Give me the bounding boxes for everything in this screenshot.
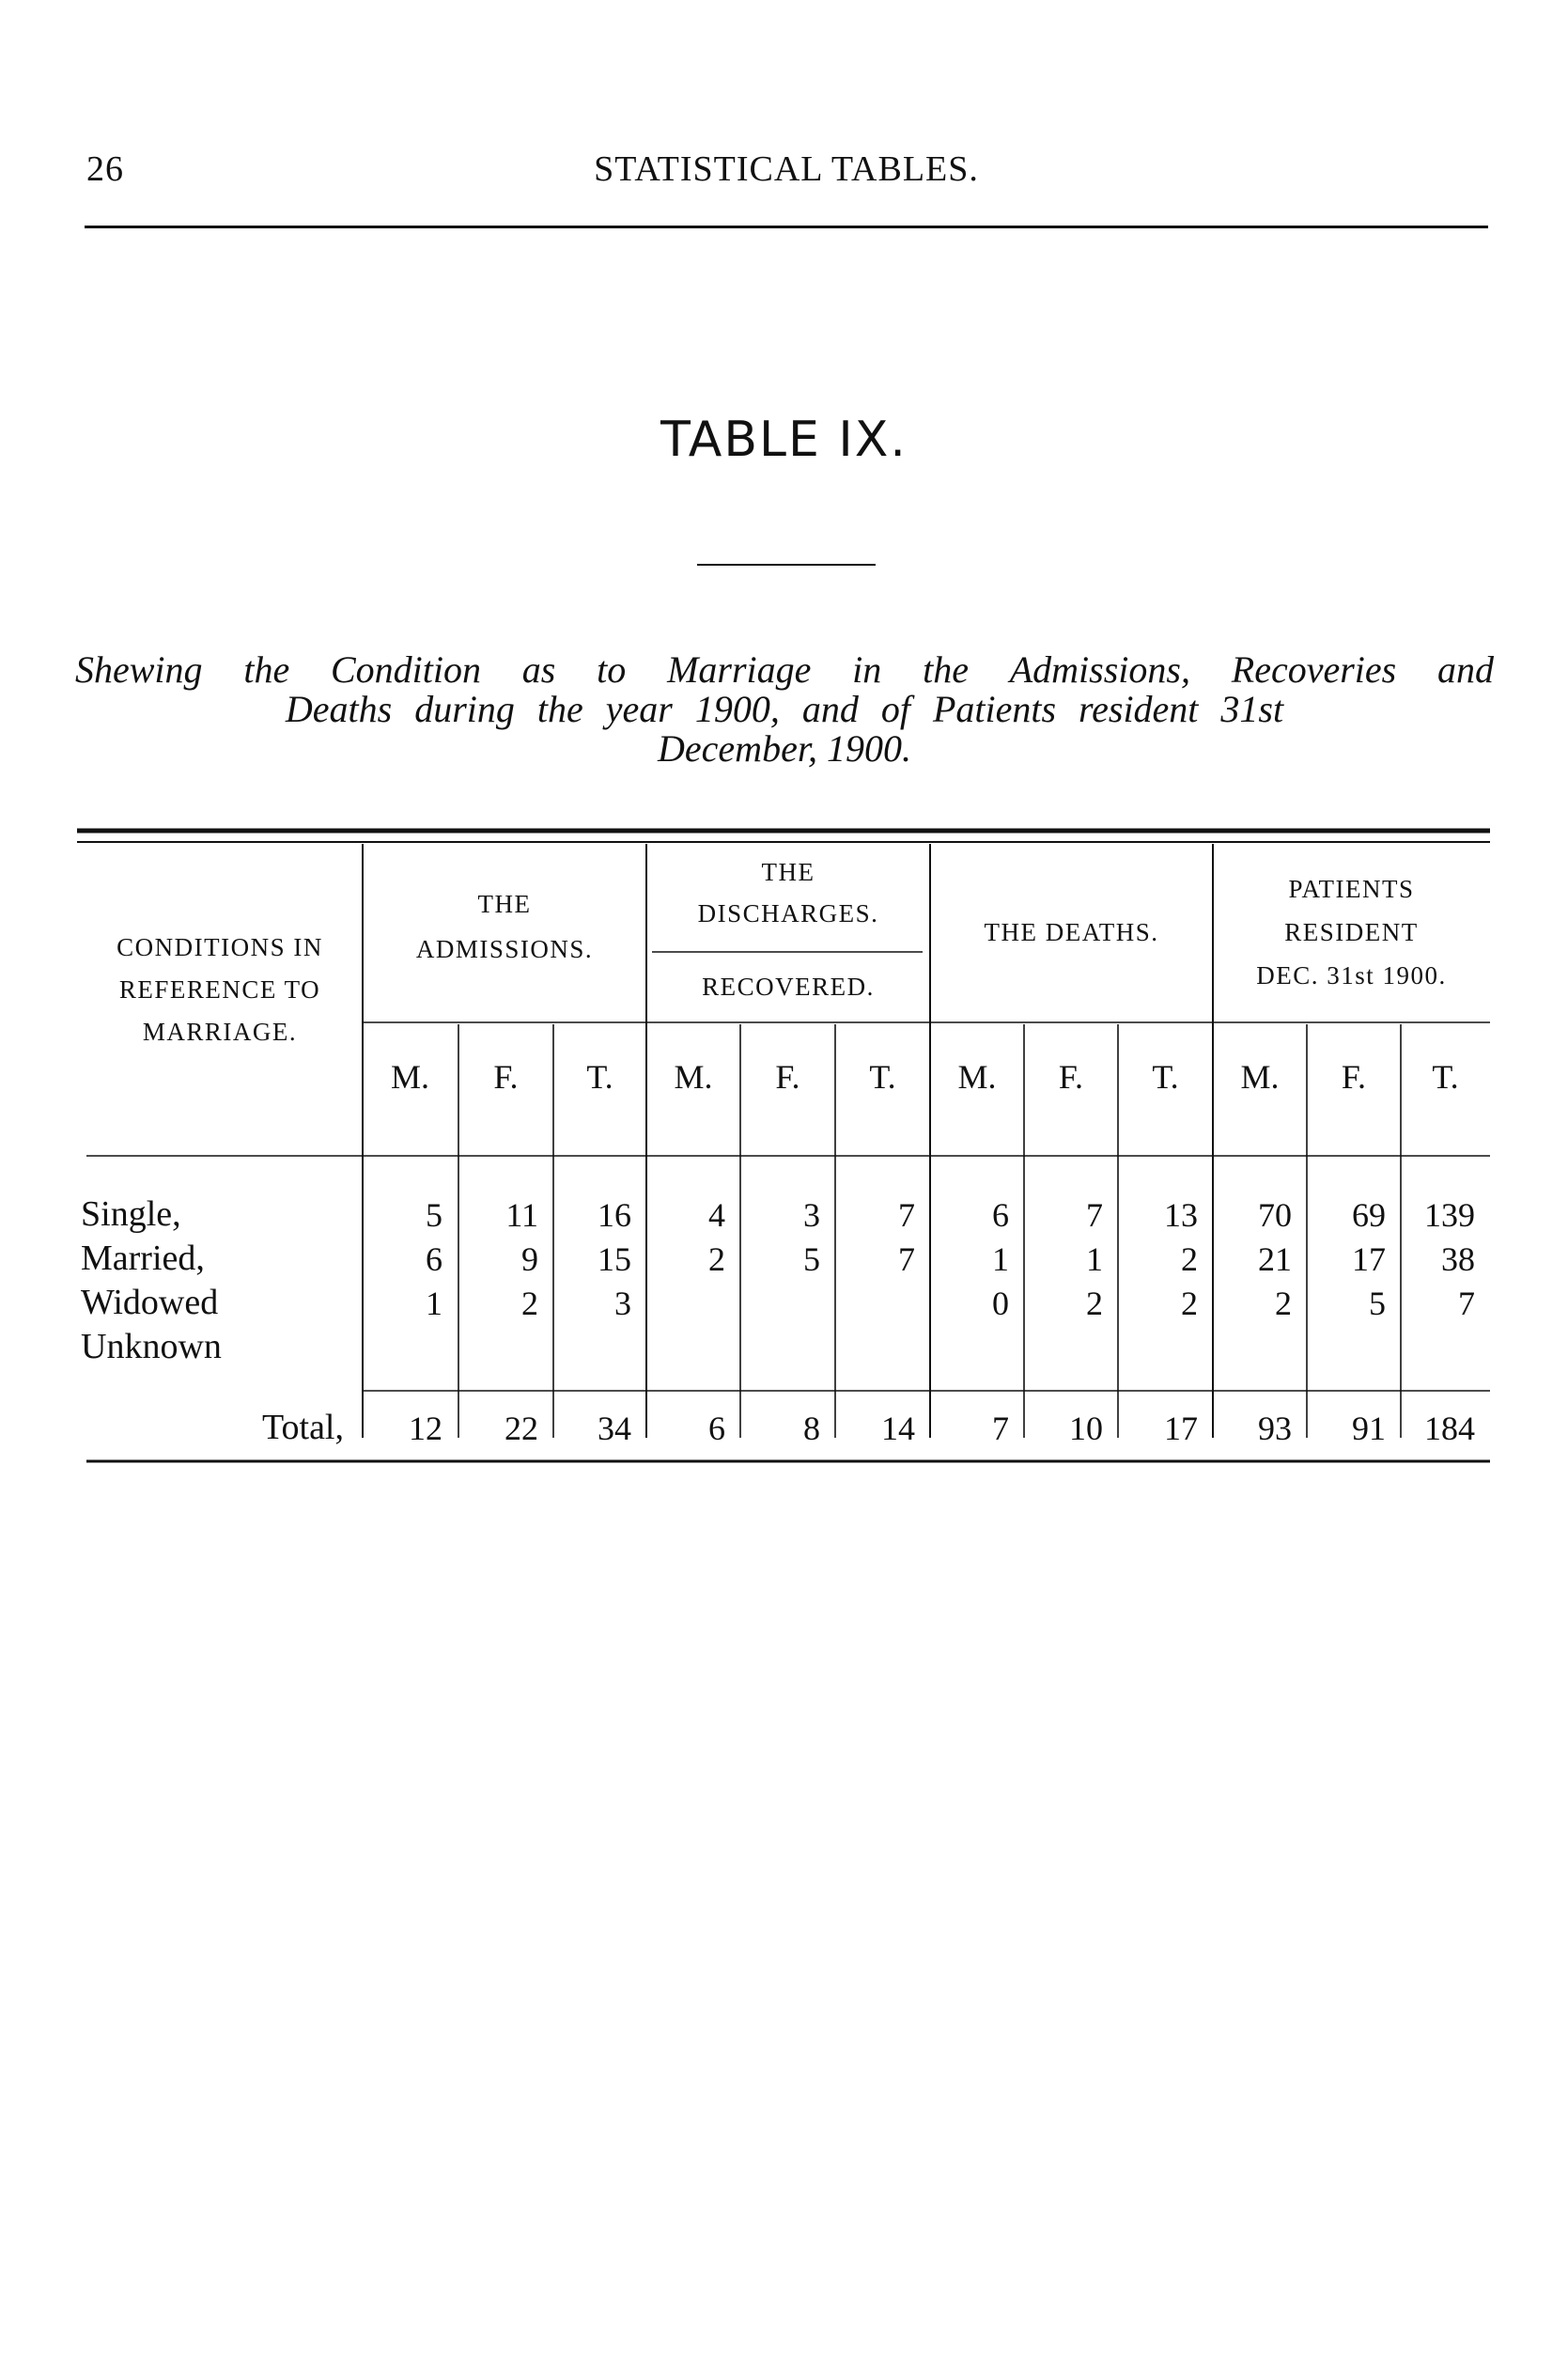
table-cell: 5	[1369, 1285, 1386, 1322]
total-cell: 17	[1164, 1410, 1198, 1447]
table-cell: 11	[505, 1196, 538, 1234]
title-rule	[697, 564, 876, 566]
table-cell: 17	[1352, 1240, 1386, 1278]
table-cell: 70	[1258, 1196, 1292, 1234]
resident-header: RESIDENT	[1284, 918, 1419, 946]
deaths-header: THE DEATHS.	[984, 918, 1159, 946]
table-cell: 139	[1424, 1196, 1475, 1234]
header-rule	[85, 226, 1488, 228]
table-cell: 38	[1441, 1240, 1475, 1278]
caption-word: Recoveries	[1231, 648, 1397, 691]
stub-header-line: REFERENCE TO	[118, 975, 321, 1004]
table-caption	[75, 650, 1494, 769]
row-label: Single,	[81, 1194, 181, 1234]
table-title: TABLE IX.	[660, 412, 908, 468]
admissions-header: THE	[477, 890, 532, 918]
table-cell: 21	[1258, 1240, 1292, 1278]
caption-word: Marriage	[667, 648, 812, 691]
caption-word: the	[243, 648, 290, 691]
table-cell: 4	[708, 1196, 725, 1234]
caption-word: as	[521, 648, 556, 691]
column-header: M.	[390, 1058, 429, 1096]
table-cell: 0	[992, 1285, 1009, 1322]
column-header: F.	[493, 1058, 519, 1096]
table-cell: 2	[1181, 1240, 1198, 1278]
caption-line-3: December, 1900.	[658, 727, 911, 770]
table-cell: 7	[1458, 1285, 1475, 1322]
caption-word: to	[597, 648, 627, 691]
table-cell: 3	[614, 1285, 631, 1322]
table-cell: 16	[598, 1196, 631, 1234]
table-cell: 69	[1352, 1196, 1386, 1234]
table-cell: 1	[1086, 1240, 1103, 1278]
caption-word: Admissions,	[1009, 648, 1190, 691]
table-cell: 5	[803, 1240, 820, 1278]
table-cell: 6	[426, 1240, 442, 1278]
total-cell: 7	[992, 1410, 1009, 1447]
admissions-header: ADMISSIONS.	[415, 935, 594, 963]
column-header: F.	[775, 1058, 800, 1096]
recovered-header: RECOVERED.	[702, 973, 875, 1001]
column-header: M.	[1240, 1058, 1280, 1096]
table-cell: 3	[803, 1196, 820, 1234]
total-label: Total,	[261, 1408, 344, 1447]
caption-line-1	[75, 650, 1494, 690]
total-cell: 12	[409, 1410, 442, 1447]
column-header: M.	[674, 1058, 713, 1096]
discharges-header: THE	[761, 858, 815, 886]
caption-word: in	[852, 648, 882, 691]
table-cell: 7	[1086, 1196, 1103, 1234]
row-label: Married,	[81, 1239, 205, 1278]
row-label: Unknown	[81, 1327, 222, 1366]
discharges-header: DISCHARGES.	[697, 899, 879, 927]
table-cell: 2	[708, 1240, 725, 1278]
column-header: T.	[1152, 1058, 1179, 1096]
column-header: F.	[1058, 1058, 1084, 1096]
page-header	[86, 148, 1486, 195]
column-header: M.	[957, 1058, 997, 1096]
column-header: T.	[586, 1058, 613, 1096]
column-header: F.	[1341, 1058, 1367, 1096]
caption-word: Condition	[330, 648, 482, 691]
resident-header: DEC. 31st 1900.	[1256, 961, 1447, 990]
running-title: STATISTICAL TABLES.	[594, 149, 979, 189]
total-cell: 10	[1069, 1410, 1103, 1447]
total-cell: 91	[1352, 1410, 1386, 1447]
row-label: Widowed	[81, 1283, 219, 1322]
marriage-condition-table	[77, 827, 1490, 1485]
table-cell: 5	[426, 1196, 442, 1234]
total-cell: 6	[708, 1410, 725, 1447]
table-cell: 13	[1164, 1196, 1198, 1234]
stub-header-line: CONDITIONS IN	[116, 933, 323, 961]
table-cell: 2	[1275, 1285, 1292, 1322]
table-cell: 7	[898, 1240, 915, 1278]
total-cell: 34	[598, 1410, 631, 1447]
page-number: 26	[86, 149, 124, 189]
table-cell: 2	[1086, 1285, 1103, 1322]
table-cell: 1	[992, 1240, 1009, 1278]
caption-word: the	[923, 648, 969, 691]
caption-word: and	[1437, 648, 1494, 691]
total-cell: 22	[505, 1410, 538, 1447]
stub-header-line: MARRIAGE.	[142, 1018, 298, 1046]
total-cell: 14	[881, 1410, 915, 1447]
table-cell: 1	[426, 1285, 442, 1322]
table-cell: 2	[1181, 1285, 1198, 1322]
table-cell: 6	[992, 1196, 1009, 1234]
column-header: T.	[869, 1058, 896, 1096]
caption-line-2: Deaths during the year 1900, and of Patients resident 31st	[285, 688, 1284, 730]
table-cell: 2	[521, 1285, 538, 1322]
total-cell: 8	[803, 1410, 820, 1447]
resident-header: PATIENTS	[1288, 875, 1415, 903]
table-cell: 15	[598, 1240, 631, 1278]
column-header: T.	[1432, 1058, 1459, 1096]
caption-word: Shewing	[75, 648, 203, 691]
table-cell: 9	[521, 1240, 538, 1278]
total-cell: 184	[1424, 1410, 1475, 1447]
total-cell: 93	[1258, 1410, 1292, 1447]
table-cell: 7	[898, 1196, 915, 1234]
